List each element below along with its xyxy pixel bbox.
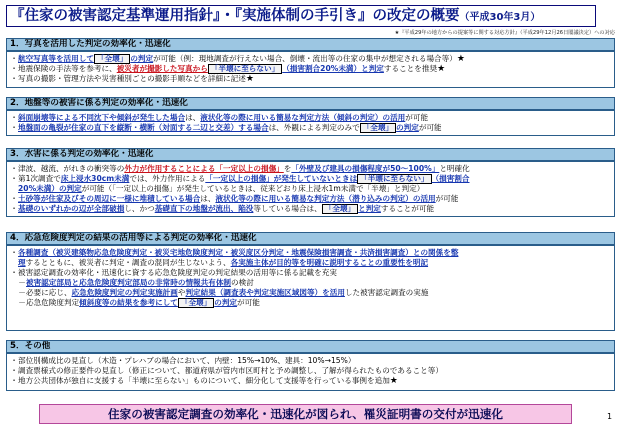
page-number: 1 <box>607 412 613 421</box>
s4-line-2: ・被害認定調査の効率化・迅速化に資する応急危険度判定の判定結果の活用等に係る記載を充実 <box>10 268 337 278</box>
s2-line-1: ・斜面崩壊等による不同沈下や傾斜が発生した場合は、液状化等の際に用いる簡易な判定方法（傾斜の判定）の活用が可能 <box>10 113 429 122</box>
section-2-heading: 2．地盤等の被害に係る判定の効率化・迅速化 <box>6 97 615 110</box>
s1-line-2: ・地震保険の手法等を参考に、被災者が撮影した写真から 「半壊に至らない」 （損害割合20%未満）と判定することを推奨★ <box>10 64 446 75</box>
conclusion-banner: 住家の被害認定調査の効率化・迅速化が図られ、罹災証明書の交付が迅速化 <box>39 404 572 424</box>
s3-line-2b: 20%未満）の判定が可能（「一定以上の損傷」が発生しているときは、従来どおり床上浸水1m未満で「半壊」と判定） <box>18 184 425 194</box>
section-2-body <box>6 110 615 136</box>
section-5-heading: 5．その他 <box>6 340 615 353</box>
s1-line-3: ・写真の撮影・管理方法や災害種別ごとの撮影手順などを詳細に記述★ <box>10 74 254 85</box>
footnote: ★『平成29年の地方からの提案等に関する対応方針』（平成29年12月26日閣議決定）への対応 <box>394 30 615 36</box>
section-3-body <box>6 161 615 217</box>
section-3-heading: 3．水害に係る判定の効率化・迅速化 <box>6 148 615 161</box>
page-title <box>6 5 596 27</box>
s5-line-1: ・部位別構成比の見直し（木造・プレハブの場合において、内壁：15%→10%、建具：10%→15%） <box>10 356 356 365</box>
s2-line-2: ・地盤面の亀裂が住家の直下を縦断・横断（対面する二辺と交差）する場合は、外観による判定のみで 「全壊」 の判定が可能 <box>10 123 442 133</box>
section-1-body <box>6 51 615 88</box>
s3-line-2: ・第1次調査で床上浸水30cm未満では、外力作用による「一定以上の損傷」が発生していないときは 「半壊に至らない」 （損害割合 <box>10 174 470 184</box>
section-1-heading: 1．写真を活用した判定の効率化・迅速化 <box>6 38 615 51</box>
s3-line-1: ・津波、越流、がれきの衝突等の外力が作用することによる「一定以上の損傷」を「外壁及び建具の損傷程度が50～100%」と明確化 <box>10 164 470 173</box>
s4-line-3: －被害認定部局と応急危険度判定部局の非常時の情報共有体制の検討 <box>18 278 254 288</box>
s4-line-4: －必要に応じ、応急危険度判定の判定実施計画や判定結果（調査表や判定実施区域図等）を活用した被害認定調査の実施 <box>18 288 429 298</box>
s1-line-1: ・航空写真等を活用して 「全壊」 の判定が可能（例：現地調査が行えない場合、倒壊・流出等の住家の集中が想定される場合等）★ <box>10 54 465 64</box>
s5-line-2: ・調査票様式の修正要件の見直し（修正について、都道府県が管内市区町村と予め調整し、了解が得られたものであること等） <box>10 366 443 376</box>
section-5-body <box>6 353 615 391</box>
s3-line-4: ・基礎のいずれかの辺が全部破損し、かつ基礎直下の地盤が流出、陥没等している場合は、 「全壊」 と判定することが可能 <box>10 204 435 214</box>
s5-line-3: ・地方公共団体が独自に支援する「半壊に至らない」ものについて、細分化して支援等を行っている事例を追加★ <box>10 376 398 387</box>
s4-line-1b: 理するとともに、被災者に判定・調査の混同が生じないよう、各実施主体が目的等を明確に説明することの重要性を明記 <box>18 258 429 268</box>
s4-line-1: ・各種調査（被災建築物応急危険度判定・被災宅地危険度判定・被災度区分判定・地震保険損害調査・共済損害調査）との関係を整 <box>10 248 459 257</box>
title-main: 『住家の被害認定基準運用指針』・『実施体制の手引き』の改定の概要 <box>10 8 460 24</box>
s3-line-3: ・土砂等が住家及びその周辺に一様に堆積している場合は、液状化等の際に用いる簡易な判定方法（潜り込みの判定）の活用が可能 <box>10 194 459 204</box>
section-4-heading: 4．応急危険度判定の結果の活用等による判定の効率化・迅速化 <box>6 232 615 245</box>
section-4-body <box>6 245 615 331</box>
s4-line-5: －応急危険度判定傾斜度等の結果を参考にして 「全壊」 の判定が可能 <box>18 298 260 308</box>
title-date: （平成30年3月） <box>459 12 541 23</box>
